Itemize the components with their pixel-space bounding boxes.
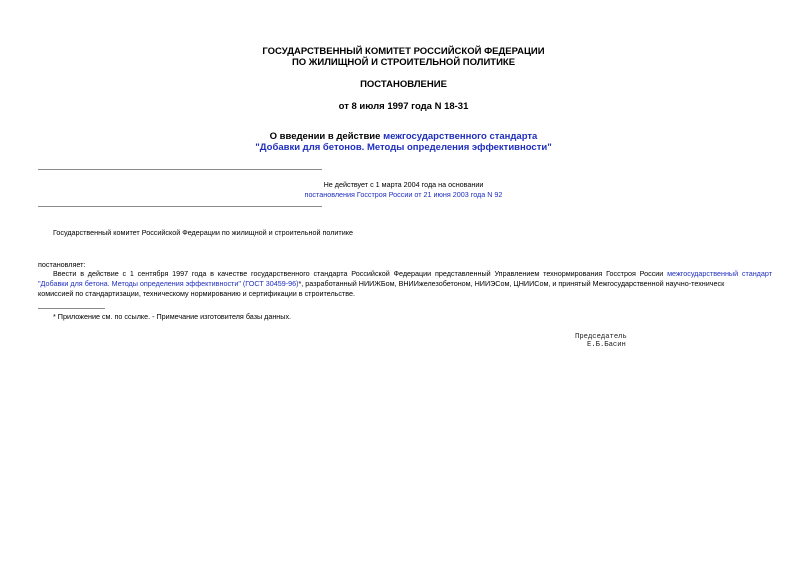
resolution-paragraph (38, 269, 772, 299)
document-type: ПОСТАНОВЛЕНИЕ (360, 79, 447, 90)
signature-role: Председатель (575, 333, 627, 341)
standard-title-link[interactable]: "Добавки для бетонов. Методы определения эффективности" (255, 142, 552, 153)
footnote-divider (38, 308, 105, 309)
resolution-line3 (38, 289, 772, 299)
footnote-text: * Приложение см. по ссылке. - Примечание изготовителя базы данных. (53, 312, 292, 321)
intro-text: Государственный комитет Российской Федерации по жилищной и строительной политике (53, 228, 353, 237)
status-link-line (0, 190, 807, 200)
document-date: от 8 июля 1997 года N 18-31 (338, 101, 469, 112)
document-title-line2 (0, 142, 807, 153)
resolution-text-mid: *, разработанный НИИЖБом, ВНИИжелезобетоном, НИИЭСом, ЦНИИСом, и принятый Межгосударственной научно-техническ (298, 279, 725, 288)
resolution-text-end: комиссией по стандартизации, техническому нормированию и сертификации в строительстве. (38, 289, 355, 298)
signature-name: Е.Б.Басин (587, 341, 626, 349)
status-bottom-divider (38, 206, 322, 207)
status-line: Не действует с 1 марта 2004 года на основании (323, 180, 484, 189)
repeal-decree-link[interactable]: постановления Госстроя России от 21 июня 2003 года N 92 (304, 190, 503, 199)
resolution-line1 (38, 269, 772, 279)
title-prefix: О введении в действие (269, 131, 384, 142)
document-title-line1 (0, 131, 807, 142)
committee-name-line2: ПО ЖИЛИЩНОЙ И СТРОИТЕЛЬНОЙ ПОЛИТИКЕ (291, 57, 516, 68)
resolves-text: постановляет: (38, 260, 86, 269)
standard-link[interactable]: межгосударственного стандарта (383, 131, 538, 142)
resolution-line2 (38, 279, 772, 289)
gost-standard-link[interactable]: межгосударственный стандарт (667, 269, 772, 278)
resolution-text-start: Ввести в действие с 1 сентября 1997 года в качестве государственного стандарта Российской Федерации представленный Управлением технормирования Госстроя России (53, 269, 668, 278)
gost-title-link[interactable]: "Добавки для бетона. Методы определения эффективности" (ГОСТ 30459-96) (38, 279, 299, 288)
committee-name-line1: ГОСУДАРСТВЕННЫЙ КОМИТЕТ РОССИЙСКОЙ ФЕДЕРАЦИИ (262, 46, 545, 57)
status-top-divider (38, 169, 322, 170)
